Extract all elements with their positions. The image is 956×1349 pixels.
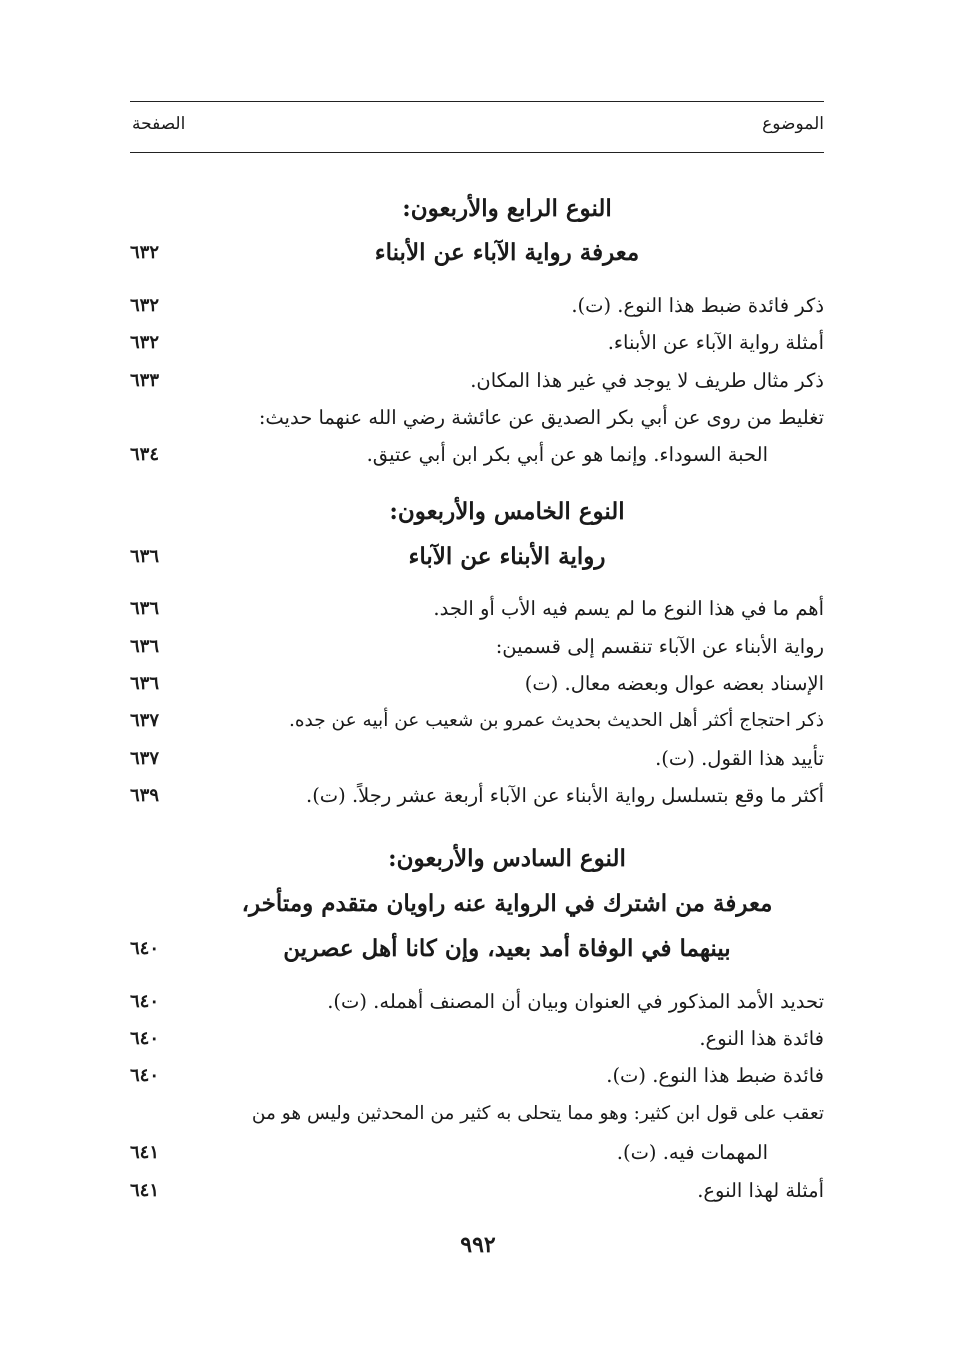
section-subtitle: معرفة رواية الآباء عن الأبناء ٦٣٢ bbox=[130, 236, 824, 270]
section-title: النوع الخامس والأربعون: bbox=[389, 498, 625, 525]
page-number: ٦٣٦ bbox=[130, 546, 160, 567]
page-number: ٦٤٠ bbox=[130, 1028, 160, 1049]
toc-entry-continuation: الحبة السوداء. وإنما هو عن أبي بكر ابن أبي عتيق. ٦٣٤ bbox=[130, 438, 824, 472]
page-number: ٦٣٧ bbox=[130, 748, 160, 769]
page-number: ٦٣٧ bbox=[130, 710, 160, 731]
page-column-label: الصفحة bbox=[132, 114, 186, 134]
toc-entry: ذكر مثال طريف لا يوجد في غير هذا المكان. ٦٣٣ bbox=[130, 364, 824, 398]
toc-entry: تأييد هذا القول. (ت). ٦٣٧ bbox=[130, 742, 824, 776]
toc-entry: أمثلة رواية الآباء عن الأبناء. ٦٣٢ bbox=[130, 326, 824, 360]
header-rule bbox=[130, 152, 824, 153]
page-number: ٦٣٢ bbox=[130, 242, 160, 263]
toc-entry: تحديد الأمد المذكور في العنوان وبيان أن المصنف أهمله. (ت). ٦٤٠ bbox=[130, 985, 824, 1019]
toc-entry: رواية الأبناء عن الآباء تنقسم إلى قسمين: ٦٣٦ bbox=[130, 630, 824, 664]
page-number: ٦٣٩ bbox=[130, 785, 160, 806]
page-number: ٦٤٠ bbox=[130, 991, 160, 1012]
section-subtitle: رواية الأبناء عن الآباء ٦٣٦ bbox=[130, 540, 824, 574]
toc-entry: تعقب على قول ابن كثير: وهو مما يتحلى به كثير من المحدثين وليس هو من bbox=[251, 1103, 824, 1124]
toc-entry-continuation: المهمات فيه. (ت). ٦٤١ bbox=[130, 1136, 824, 1170]
toc-entry: فائدة ضبط هذا النوع. (ت). ٦٤٠ bbox=[130, 1059, 824, 1093]
toc-entry: ذكر فائدة ضبط هذا النوع. (ت). ٦٣٢ bbox=[130, 289, 824, 323]
page-number: ٦٤١ bbox=[130, 1142, 160, 1163]
subject-column-label: الموضوع bbox=[762, 114, 824, 134]
section-subtitle: بينهما في الوفاة أمد بعيد، وإن كانا أهل عصرين ٦٤٠ bbox=[130, 932, 824, 966]
page-number: ٦٣٣ bbox=[130, 370, 160, 391]
section-title: النوع الرابع والأربعون: bbox=[402, 195, 612, 222]
page-number: ٦٤٠ bbox=[130, 938, 160, 959]
toc-entry: فائدة هذا النوع. ٦٤٠ bbox=[130, 1022, 824, 1056]
page-number: ٦٣٦ bbox=[130, 673, 160, 694]
page-number: ٦٤٠ bbox=[130, 1065, 160, 1086]
toc-entry: الإسناد بعضه عوال وبعضه معال. (ت) ٦٣٦ bbox=[130, 667, 824, 701]
toc-entry: أهم ما في هذا النوع ما لم يسم فيه الأب أو الجد. ٦٣٦ bbox=[130, 592, 824, 626]
page-number: ٦٣٢ bbox=[130, 332, 160, 353]
page-number: ٦٣٦ bbox=[130, 598, 160, 619]
section-title: النوع السادس والأربعون: bbox=[388, 845, 626, 872]
top-rule bbox=[130, 101, 824, 102]
page-number: ٦٤١ bbox=[130, 1180, 160, 1201]
toc-entry: أكثر ما وقع بتسلسل رواية الأبناء عن الآباء أربعة عشر رجلاً. (ت). ٦٣٩ bbox=[130, 779, 824, 813]
toc-entry: ذكر احتجاج أكثر أهل الحديث بحديث عمرو بن شعيب عن أبيه عن جده. ٦٣٧ bbox=[130, 704, 824, 738]
page-number: ٦٣٤ bbox=[130, 444, 160, 465]
toc-entry: أمثلة لهذا النوع. ٦٤١ bbox=[130, 1174, 824, 1208]
page-footer-number: ٩٩٢ bbox=[460, 1232, 496, 1258]
section-subtitle: معرفة من اشترك في الرواية عنه راويان متقدم ومتأخر، bbox=[241, 890, 773, 917]
toc-entry: تغليط من روى عن أبي بكر الصديق عن عائشة رضي الله عنهما حديث: bbox=[258, 406, 824, 429]
page-number: ٦٣٢ bbox=[130, 295, 160, 316]
page-number: ٦٣٦ bbox=[130, 636, 160, 657]
